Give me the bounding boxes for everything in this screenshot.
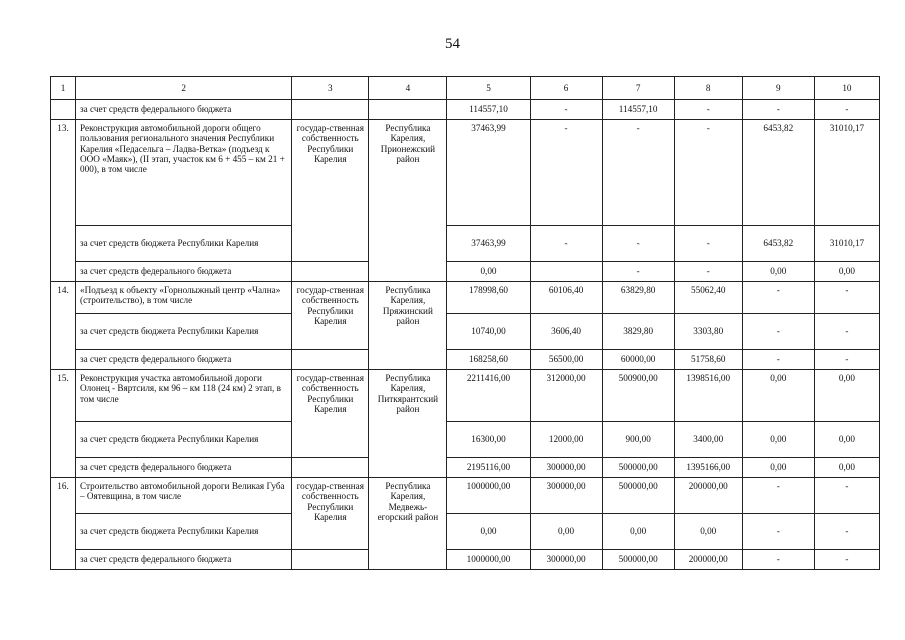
value-cell: 37463,99 <box>447 226 530 262</box>
owner-cell: государ-ственная собственность Республики Карелия <box>292 282 369 350</box>
region-cell: Республика Карелия, Питкярантский район <box>369 370 447 478</box>
value-cell: 0,00 <box>814 422 879 458</box>
value-cell: 114557,10 <box>447 100 530 120</box>
region-cell: Республика Карелия, Пряжинский район <box>369 282 447 370</box>
table-cell <box>292 458 369 478</box>
value-cell: 178998,60 <box>447 282 530 314</box>
value-cell: 1000000,00 <box>447 478 530 514</box>
value-cell: 63829,80 <box>602 282 674 314</box>
table-cell <box>292 550 369 570</box>
value-cell: 37463,99 <box>447 120 530 226</box>
value-cell: 0,00 <box>530 514 602 550</box>
value-cell: 56500,00 <box>530 350 602 370</box>
value-cell: - <box>602 262 674 282</box>
header-cell: 1 <box>51 77 76 100</box>
header-cell: 10 <box>814 77 879 100</box>
owner-cell: государ-ственная собственность Республики Карелия <box>292 120 369 262</box>
header-cell: 7 <box>602 77 674 100</box>
value-cell: 51758,60 <box>674 350 742 370</box>
value-cell: - <box>530 226 602 262</box>
header-cell: 3 <box>292 77 369 100</box>
row-label: Реконструкция автомобильной дороги общего пользования регионального значения Республики Карелия «Педасельга – Ладва-Ветка» (подъезд к ООО «Маяк»), (II этап, участок км 6 + 455 – км 21 + 000), в том числе <box>76 120 292 226</box>
header-cell: 6 <box>530 77 602 100</box>
value-cell: - <box>742 314 814 350</box>
row-number: 14. <box>51 282 76 370</box>
owner-cell: государ-ственная собственность Республики Карелия <box>292 370 369 458</box>
value-cell: 2211416,00 <box>447 370 530 422</box>
row-number: 15. <box>51 370 76 478</box>
value-cell: 0,00 <box>742 422 814 458</box>
value-cell: 0,00 <box>602 514 674 550</box>
value-cell: 6453,82 <box>742 120 814 226</box>
value-cell: - <box>814 550 879 570</box>
table-row <box>51 226 880 262</box>
table-row <box>51 100 880 120</box>
value-cell: - <box>742 514 814 550</box>
value-cell: 0,00 <box>674 514 742 550</box>
value-cell: 0,00 <box>447 262 530 282</box>
row-label: за счет средств федерального бюджета <box>76 100 292 120</box>
value-cell: 0,00 <box>742 458 814 478</box>
value-cell: 114557,10 <box>602 100 674 120</box>
row-label: за счет средств федерального бюджета <box>76 458 292 478</box>
value-cell: 300000,00 <box>530 458 602 478</box>
value-cell: 60000,00 <box>602 350 674 370</box>
table-row <box>51 550 880 570</box>
owner-cell: государ-ственная собственность Республики Карелия <box>292 478 369 550</box>
value-cell: - <box>530 100 602 120</box>
value-cell: 300000,00 <box>530 478 602 514</box>
value-cell: 200000,00 <box>674 550 742 570</box>
header-row <box>51 77 880 100</box>
value-cell: 1395166,00 <box>674 458 742 478</box>
header-cell: 8 <box>674 77 742 100</box>
value-cell: 2195116,00 <box>447 458 530 478</box>
table-cell <box>292 350 369 370</box>
value-cell: - <box>814 100 879 120</box>
row-label: «Подъезд к объекту «Горнолыжный центр «Чална» (строительство), в том числе <box>76 282 292 314</box>
row-label: за счет средств федерального бюджета <box>76 262 292 282</box>
value-cell: 16300,00 <box>447 422 530 458</box>
table-row <box>51 314 880 350</box>
value-cell: - <box>742 550 814 570</box>
value-cell: 55062,40 <box>674 282 742 314</box>
value-cell: - <box>742 100 814 120</box>
budget-table <box>50 76 880 570</box>
value-cell: 3303,80 <box>674 314 742 350</box>
value-cell: 0,00 <box>742 262 814 282</box>
value-cell: 12000,00 <box>530 422 602 458</box>
table-row <box>51 370 880 422</box>
value-cell: 300000,00 <box>530 550 602 570</box>
row-label: Реконструкция участка автомобильной дороги Олонец - Вяртсиля, км 96 – км 118 (24 км) 2 этап, в том числе <box>76 370 292 422</box>
value-cell: 3829,80 <box>602 314 674 350</box>
value-cell: 0,00 <box>814 458 879 478</box>
row-label: Строительство автомобильной дороги Великая Губа – Оятевщина, в том числе <box>76 478 292 514</box>
value-cell: 168258,60 <box>447 350 530 370</box>
value-cell: 0,00 <box>447 514 530 550</box>
header-cell: 4 <box>369 77 447 100</box>
value-cell: 10740,00 <box>447 314 530 350</box>
row-label: за счет средств федерального бюджета <box>76 350 292 370</box>
value-cell: 0,00 <box>814 262 879 282</box>
table-cell <box>292 262 369 282</box>
header-cell: 5 <box>447 77 530 100</box>
value-cell: 900,00 <box>602 422 674 458</box>
value-cell: 31010,17 <box>814 226 879 262</box>
value-cell: - <box>742 478 814 514</box>
row-label: за счет средств бюджета Республики Карелия <box>76 514 292 550</box>
value-cell: - <box>814 514 879 550</box>
value-cell: 500000,00 <box>602 458 674 478</box>
table-row <box>51 478 880 514</box>
row-number: 13. <box>51 120 76 282</box>
table-cell <box>51 100 76 120</box>
value-cell: 0,00 <box>814 370 879 422</box>
value-cell: - <box>530 120 602 226</box>
value-cell: - <box>814 350 879 370</box>
value-cell: 500900,00 <box>602 370 674 422</box>
value-cell: - <box>602 120 674 226</box>
value-cell: 60106,40 <box>530 282 602 314</box>
value-cell: - <box>742 282 814 314</box>
value-cell: 1398516,00 <box>674 370 742 422</box>
table-row <box>51 350 880 370</box>
value-cell: - <box>674 100 742 120</box>
table-row <box>51 422 880 458</box>
value-cell: 200000,00 <box>674 478 742 514</box>
table-row <box>51 120 880 226</box>
value-cell: - <box>674 262 742 282</box>
value-cell <box>530 262 602 282</box>
value-cell: 6453,82 <box>742 226 814 262</box>
row-label: за счет средств бюджета Республики Карелия <box>76 314 292 350</box>
page-number: 54 <box>445 36 460 52</box>
value-cell: - <box>814 478 879 514</box>
region-cell: Республика Карелия, Медвежь-егорский район <box>369 478 447 570</box>
value-cell: 0,00 <box>742 370 814 422</box>
value-cell: 31010,17 <box>814 120 879 226</box>
value-cell: 312000,00 <box>530 370 602 422</box>
value-cell: - <box>674 226 742 262</box>
header-cell: 2 <box>76 77 292 100</box>
table-row <box>51 458 880 478</box>
table-row <box>51 282 880 314</box>
row-label: за счет средств бюджета Республики Карелия <box>76 226 292 262</box>
region-cell: Республика Карелия, Прионежский район <box>369 120 447 282</box>
table-row <box>51 514 880 550</box>
value-cell: - <box>814 282 879 314</box>
value-cell: 500000,00 <box>602 550 674 570</box>
row-label: за счет средств федерального бюджета <box>76 550 292 570</box>
value-cell: 3606,40 <box>530 314 602 350</box>
value-cell: 3400,00 <box>674 422 742 458</box>
value-cell: 500000,00 <box>602 478 674 514</box>
value-cell: - <box>814 314 879 350</box>
header-cell: 9 <box>742 77 814 100</box>
row-label: за счет средств бюджета Республики Карелия <box>76 422 292 458</box>
row-number: 16. <box>51 478 76 570</box>
value-cell: - <box>602 226 674 262</box>
value-cell: - <box>742 350 814 370</box>
table-cell <box>369 100 447 120</box>
table-row <box>51 262 880 282</box>
table-cell <box>292 100 369 120</box>
value-cell: - <box>674 120 742 226</box>
value-cell: 1000000,00 <box>447 550 530 570</box>
